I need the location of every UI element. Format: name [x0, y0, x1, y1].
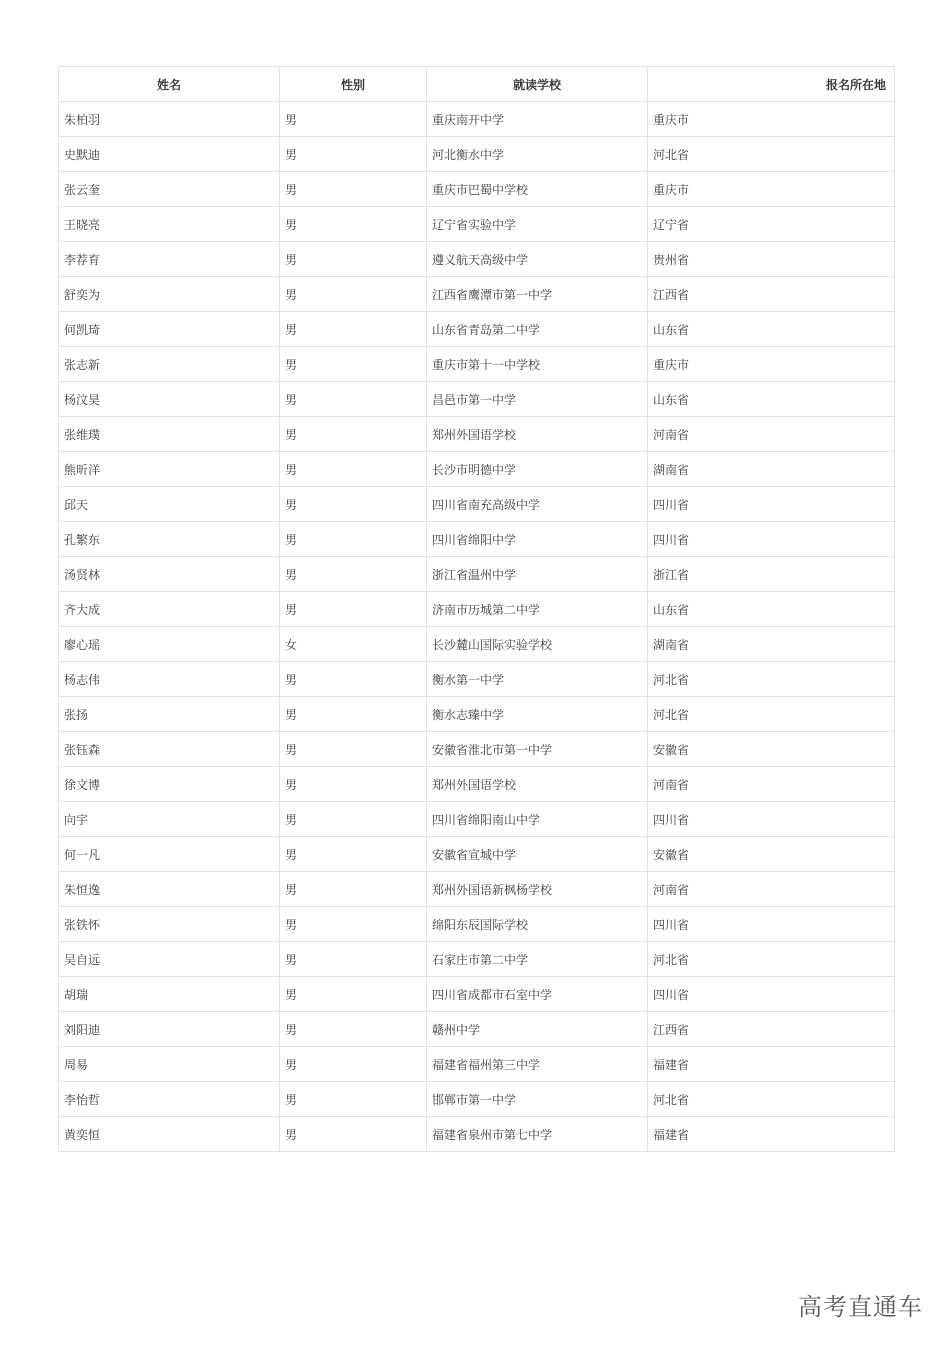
cell-gender: 男 [280, 207, 427, 242]
cell-gender: 男 [280, 662, 427, 697]
cell-region: 湖南省 [648, 452, 895, 487]
cell-school: 四川省南充高级中学 [427, 487, 648, 522]
table-row [59, 557, 895, 592]
table-row [59, 977, 895, 1012]
cell-region: 山东省 [648, 592, 895, 627]
cell-name: 朱柏羽 [59, 102, 280, 137]
cell-school: 重庆南开中学 [427, 102, 648, 137]
cell-gender: 男 [280, 522, 427, 557]
cell-school: 安徽省宣城中学 [427, 837, 648, 872]
cell-school: 长沙麓山国际实验学校 [427, 627, 648, 662]
cell-name: 向宇 [59, 802, 280, 837]
table-row [59, 1047, 895, 1082]
cell-school: 邯郸市第一中学 [427, 1082, 648, 1117]
table-row [59, 732, 895, 767]
cell-gender: 男 [280, 837, 427, 872]
cell-region: 重庆市 [648, 172, 895, 207]
cell-gender: 男 [280, 907, 427, 942]
cell-region: 河北省 [648, 662, 895, 697]
table-row [59, 277, 895, 312]
table-row [59, 417, 895, 452]
cell-school: 福建省泉州市第七中学 [427, 1117, 648, 1152]
cell-name: 李荐育 [59, 242, 280, 277]
cell-region: 山东省 [648, 312, 895, 347]
cell-school: 山东省青岛第二中学 [427, 312, 648, 347]
cell-name: 廖心瑶 [59, 627, 280, 662]
cell-school: 遵义航天高级中学 [427, 242, 648, 277]
cell-region: 辽宁省 [648, 207, 895, 242]
cell-school: 济南市历城第二中学 [427, 592, 648, 627]
cell-name: 吴自远 [59, 942, 280, 977]
cell-region: 河南省 [648, 872, 895, 907]
cell-name: 周易 [59, 1047, 280, 1082]
table-row [59, 172, 895, 207]
cell-school: 衡水志臻中学 [427, 697, 648, 732]
cell-region: 福建省 [648, 1117, 895, 1152]
cell-region: 河南省 [648, 417, 895, 452]
cell-gender: 男 [280, 242, 427, 277]
table-row [59, 592, 895, 627]
cell-gender: 男 [280, 487, 427, 522]
cell-name: 胡瑞 [59, 977, 280, 1012]
table-row [59, 837, 895, 872]
cell-name: 张扬 [59, 697, 280, 732]
table-row [59, 137, 895, 172]
cell-gender: 女 [280, 627, 427, 662]
cell-gender: 男 [280, 137, 427, 172]
table-row [59, 382, 895, 417]
cell-region: 安徽省 [648, 732, 895, 767]
column-header-school: 就读学校 [427, 67, 648, 102]
cell-region: 浙江省 [648, 557, 895, 592]
table-row [59, 767, 895, 802]
cell-region: 贵州省 [648, 242, 895, 277]
cell-name: 何凯琦 [59, 312, 280, 347]
cell-region: 重庆市 [648, 102, 895, 137]
cell-school: 绵阳东辰国际学校 [427, 907, 648, 942]
table-header-row [59, 67, 895, 102]
student-list-table [58, 66, 895, 1152]
cell-school: 郑州外国语新枫杨学校 [427, 872, 648, 907]
cell-region: 河南省 [648, 767, 895, 802]
table-row [59, 872, 895, 907]
table-row [59, 942, 895, 977]
table-row [59, 452, 895, 487]
cell-region: 四川省 [648, 522, 895, 557]
table-row [59, 522, 895, 557]
cell-name: 李怡哲 [59, 1082, 280, 1117]
cell-gender: 男 [280, 697, 427, 732]
cell-region: 山东省 [648, 382, 895, 417]
cell-name: 张钰森 [59, 732, 280, 767]
cell-gender: 男 [280, 172, 427, 207]
cell-region: 江西省 [648, 277, 895, 312]
cell-gender: 男 [280, 382, 427, 417]
cell-school: 重庆市巴蜀中学校 [427, 172, 648, 207]
cell-school: 江西省鹰潭市第一中学 [427, 277, 648, 312]
column-header-gender: 性别 [280, 67, 427, 102]
table-header [59, 67, 895, 102]
cell-region: 四川省 [648, 907, 895, 942]
cell-name: 黄奕恒 [59, 1117, 280, 1152]
table-row [59, 102, 895, 137]
cell-school: 昌邑市第一中学 [427, 382, 648, 417]
cell-school: 安徽省淮北市第一中学 [427, 732, 648, 767]
cell-region: 福建省 [648, 1047, 895, 1082]
table-row [59, 697, 895, 732]
cell-name: 熊昕洋 [59, 452, 280, 487]
table-row [59, 1082, 895, 1117]
cell-gender: 男 [280, 1047, 427, 1082]
cell-gender: 男 [280, 417, 427, 452]
cell-school: 河北衡水中学 [427, 137, 648, 172]
cell-school: 郑州外国语学校 [427, 767, 648, 802]
cell-region: 江西省 [648, 1012, 895, 1047]
cell-name: 徐文博 [59, 767, 280, 802]
cell-name: 杨志伟 [59, 662, 280, 697]
cell-gender: 男 [280, 942, 427, 977]
cell-name: 朱恒逸 [59, 872, 280, 907]
cell-region: 河北省 [648, 1082, 895, 1117]
cell-gender: 男 [280, 802, 427, 837]
cell-name: 张云奎 [59, 172, 280, 207]
table-row [59, 487, 895, 522]
cell-school: 石家庄市第二中学 [427, 942, 648, 977]
table-row [59, 1012, 895, 1047]
cell-school: 辽宁省实验中学 [427, 207, 648, 242]
cell-gender: 男 [280, 977, 427, 1012]
table-row [59, 907, 895, 942]
cell-name: 张铁怀 [59, 907, 280, 942]
cell-region: 重庆市 [648, 347, 895, 382]
column-header-region: 报名所在地 [648, 67, 895, 102]
cell-school: 赣州中学 [427, 1012, 648, 1047]
cell-school: 郑州外国语学校 [427, 417, 648, 452]
cell-name: 孔繁东 [59, 522, 280, 557]
cell-name: 杨汶昊 [59, 382, 280, 417]
cell-school: 衡水第一中学 [427, 662, 648, 697]
table-row [59, 627, 895, 662]
cell-region: 湖南省 [648, 627, 895, 662]
table-row [59, 347, 895, 382]
cell-gender: 男 [280, 347, 427, 382]
table-row [59, 662, 895, 697]
cell-school: 四川省成都市石室中学 [427, 977, 648, 1012]
table-row [59, 242, 895, 277]
student-list-table-container [58, 66, 894, 1152]
table-row [59, 207, 895, 242]
cell-name: 刘阳迪 [59, 1012, 280, 1047]
watermark-text: 高考直通车 [798, 1293, 923, 1321]
cell-gender: 男 [280, 1082, 427, 1117]
cell-region: 河北省 [648, 697, 895, 732]
cell-name: 史默迪 [59, 137, 280, 172]
cell-school: 四川省绵阳中学 [427, 522, 648, 557]
cell-region: 河北省 [648, 942, 895, 977]
cell-name: 张维璞 [59, 417, 280, 452]
table-row [59, 312, 895, 347]
cell-gender: 男 [280, 872, 427, 907]
cell-region: 四川省 [648, 977, 895, 1012]
cell-name: 何一凡 [59, 837, 280, 872]
cell-gender: 男 [280, 312, 427, 347]
cell-school: 四川省绵阳南山中学 [427, 802, 648, 837]
cell-gender: 男 [280, 102, 427, 137]
cell-gender: 男 [280, 732, 427, 767]
cell-gender: 男 [280, 1117, 427, 1152]
cell-school: 福建省福州第三中学 [427, 1047, 648, 1082]
cell-gender: 男 [280, 767, 427, 802]
cell-gender: 男 [280, 1012, 427, 1047]
cell-school: 浙江省温州中学 [427, 557, 648, 592]
cell-gender: 男 [280, 557, 427, 592]
cell-gender: 男 [280, 592, 427, 627]
column-header-name: 姓名 [59, 67, 280, 102]
cell-name: 齐大成 [59, 592, 280, 627]
table-row [59, 1117, 895, 1152]
cell-school: 重庆市第十一中学校 [427, 347, 648, 382]
cell-name: 舒奕为 [59, 277, 280, 312]
table-body [59, 102, 895, 1152]
table-row [59, 802, 895, 837]
cell-gender: 男 [280, 277, 427, 312]
cell-region: 安徽省 [648, 837, 895, 872]
cell-gender: 男 [280, 452, 427, 487]
cell-name: 邱天 [59, 487, 280, 522]
cell-region: 四川省 [648, 487, 895, 522]
cell-region: 河北省 [648, 137, 895, 172]
cell-name: 汤贤林 [59, 557, 280, 592]
cell-name: 张志新 [59, 347, 280, 382]
cell-region: 四川省 [648, 802, 895, 837]
cell-school: 长沙市明德中学 [427, 452, 648, 487]
cell-name: 王晓亮 [59, 207, 280, 242]
